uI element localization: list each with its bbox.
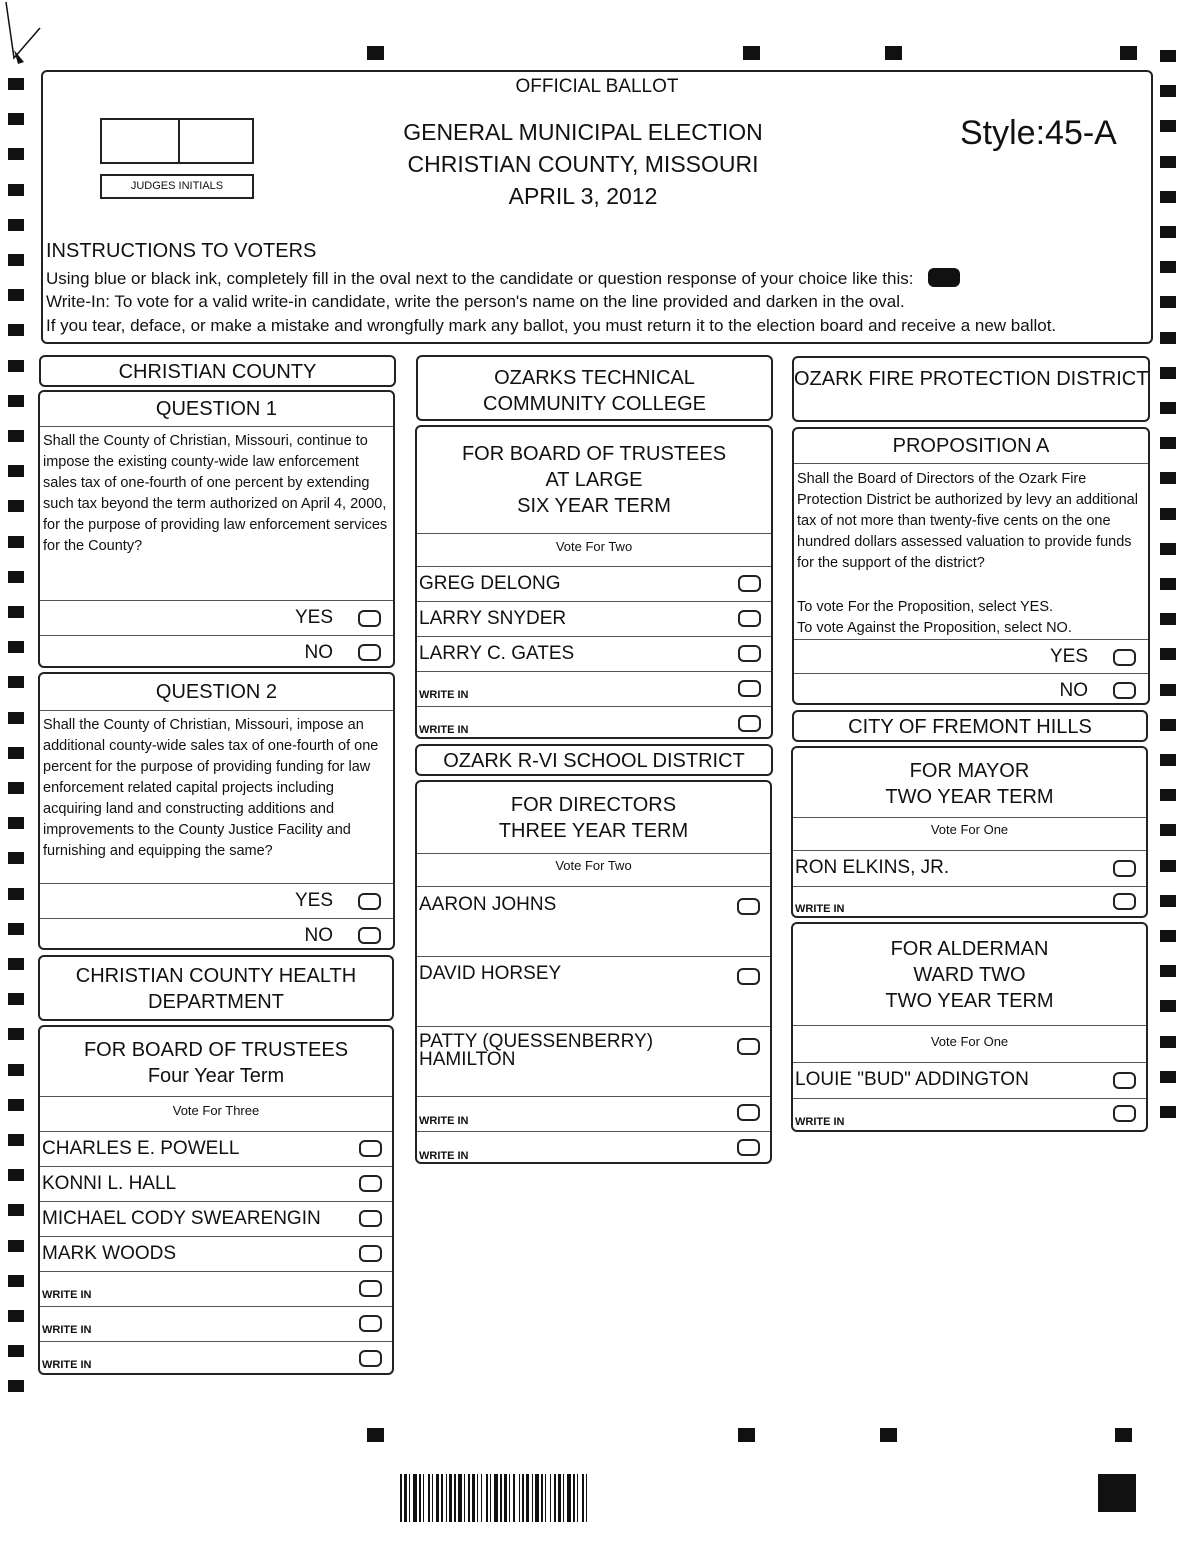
barcode-bar xyxy=(441,1474,443,1522)
timing-mark xyxy=(8,148,24,160)
timing-mark xyxy=(1160,824,1176,836)
write-in-oval[interactable] xyxy=(738,715,761,732)
timing-mark xyxy=(8,641,24,653)
health-race-line-2: Four Year Term xyxy=(147,1065,285,1087)
question-2-text: Shall the County of Christian, Missouri, impose an additional county-wide sales tax of one-fourth of one percent for the purpose of providing funding for law enforcement related capital projects including acquiring land and constructing additions and improvements to the County Justice Facility and furnishing and equipping the same? xyxy=(43,717,379,859)
write-in-row[interactable] xyxy=(793,1098,1146,1132)
ballot-barcode xyxy=(400,1474,810,1522)
write-in-row[interactable] xyxy=(793,886,1146,918)
barcode-bar xyxy=(449,1474,452,1522)
timing-mark xyxy=(8,78,24,90)
proposition-for-note: To vote For the Proposition, select YES. xyxy=(797,599,1054,615)
fremont-hills-heading: CITY OF FREMONT HILLS xyxy=(792,710,1148,742)
yes-label: YES xyxy=(294,607,333,628)
write-in-row[interactable] xyxy=(40,1341,392,1374)
candidate-row[interactable] xyxy=(40,1166,392,1201)
question-1-box xyxy=(38,390,395,668)
alderman-race-title xyxy=(793,924,1146,1026)
timing-mark xyxy=(1160,472,1176,484)
otc-race-line-2: AT LARGE xyxy=(545,469,643,491)
timing-mark xyxy=(8,1310,24,1322)
question-2-yes-option[interactable] xyxy=(40,883,393,918)
school-district-heading: OZARK R-VI SCHOOL DISTRICT xyxy=(415,744,773,776)
barcode-bar xyxy=(519,1474,520,1522)
write-in-label: WRITE IN xyxy=(419,724,469,736)
timing-mark xyxy=(8,1134,24,1146)
candidate-row[interactable] xyxy=(40,1131,392,1166)
timing-mark xyxy=(1160,332,1176,344)
write-in-oval[interactable] xyxy=(1113,893,1136,910)
barcode-bar xyxy=(494,1474,498,1522)
barcode-bar xyxy=(454,1474,456,1522)
timing-mark xyxy=(1160,1036,1176,1048)
write-in-row[interactable] xyxy=(417,706,771,739)
barcode-bar xyxy=(504,1474,507,1522)
candidate-oval[interactable] xyxy=(738,645,761,662)
no-oval[interactable] xyxy=(1113,682,1136,699)
write-in-label: WRITE IN xyxy=(42,1324,92,1336)
barcode-bar xyxy=(458,1474,462,1522)
official-ballot-label: OFFICIAL BALLOT xyxy=(515,76,679,97)
proposition-yes-option[interactable] xyxy=(794,639,1148,673)
instructions-title: INSTRUCTIONS TO VOTERS xyxy=(46,240,317,262)
timing-mark xyxy=(1160,719,1176,731)
candidate-name: MICHAEL CODY SWEARENGIN xyxy=(42,1208,321,1229)
candidate-oval[interactable] xyxy=(359,1210,382,1227)
write-in-row[interactable] xyxy=(417,671,771,706)
timing-mark xyxy=(1160,437,1176,449)
write-in-oval[interactable] xyxy=(359,1315,382,1332)
proposition-a-box xyxy=(792,427,1150,705)
write-in-oval[interactable] xyxy=(359,1350,382,1367)
candidate-oval[interactable] xyxy=(737,1038,760,1055)
timing-mark xyxy=(8,1204,24,1216)
write-in-row[interactable] xyxy=(417,1096,770,1131)
timing-mark xyxy=(1160,367,1176,379)
timing-mark xyxy=(1160,156,1176,168)
candidate-name: GREG DELONG xyxy=(419,573,561,594)
candidate-row[interactable] xyxy=(793,850,1146,886)
candidate-row[interactable] xyxy=(417,886,770,956)
otc-heading xyxy=(416,355,773,421)
no-label: NO xyxy=(304,925,333,946)
no-oval[interactable] xyxy=(358,644,381,661)
barcode-bar xyxy=(432,1474,433,1522)
christian-county-heading: CHRISTIAN COUNTY xyxy=(39,355,396,387)
directors-race-line-2: THREE YEAR TERM xyxy=(498,820,689,842)
candidate-name: LARRY C. GATES xyxy=(419,643,575,664)
timing-mark xyxy=(1160,754,1176,766)
proposition-no-option[interactable] xyxy=(794,673,1148,705)
question-1-text: Shall the County of Christian, Missouri, continue to impose the existing county-wide law enforcement sales tax of one-fourth of one percent by extending such tax beyond the term authorized on April 4, 2000, for the purpose of providing law enforcement services for the County? xyxy=(43,433,388,554)
timing-mark xyxy=(8,536,24,548)
candidate-name: LARRY SNYDER xyxy=(419,608,567,629)
candidate-oval[interactable] xyxy=(737,898,760,915)
write-in-label: WRITE IN xyxy=(419,689,469,701)
otc-race-line-3: SIX YEAR TERM xyxy=(517,495,671,517)
timing-mark xyxy=(8,219,24,231)
timing-mark xyxy=(1160,261,1176,273)
timing-mark xyxy=(8,254,24,266)
barcode-bar xyxy=(526,1474,529,1522)
candidate-row[interactable] xyxy=(417,956,770,1026)
barcode-bar xyxy=(464,1474,465,1522)
proposition-a-title: PROPOSITION A xyxy=(794,429,1148,464)
header-box xyxy=(41,70,1153,344)
timing-mark xyxy=(8,923,24,935)
election-date: APRIL 3, 2012 xyxy=(508,183,658,209)
candidate-row[interactable] xyxy=(417,566,771,601)
barcode-bar xyxy=(582,1474,584,1522)
health-title-line-2: DEPARTMENT xyxy=(148,991,284,1013)
health-title-line-1: CHRISTIAN COUNTY HEALTH xyxy=(75,965,357,987)
timing-mark xyxy=(8,1240,24,1252)
question-1-title: QUESTION 1 xyxy=(40,392,393,427)
mayor-race-title xyxy=(793,748,1146,818)
candidate-name: KONNI L. HALL xyxy=(42,1173,177,1194)
candidate-oval[interactable] xyxy=(359,1175,382,1192)
timing-mark xyxy=(8,606,24,618)
alderman-race-line-1: FOR ALDERMAN xyxy=(890,938,1049,960)
timing-mark xyxy=(8,852,24,864)
candidate-name: MARK WOODS xyxy=(42,1243,177,1264)
timing-mark xyxy=(1160,85,1176,97)
instructions-line-2: Write-In: To vote for a valid write-in candidate, write the person's name on the line provided and darken in the oval. xyxy=(46,292,905,311)
timing-mark xyxy=(1160,648,1176,660)
candidate-row[interactable] xyxy=(417,601,771,636)
candidate-oval[interactable] xyxy=(737,968,760,985)
write-in-row[interactable] xyxy=(417,1131,770,1164)
barcode-bar xyxy=(446,1474,447,1522)
barcode-bar xyxy=(522,1474,524,1522)
timing-mark xyxy=(1160,226,1176,238)
election-title xyxy=(343,116,823,212)
timing-mark xyxy=(8,395,24,407)
otc-line-1: OZARKS TECHNICAL xyxy=(494,367,695,389)
no-oval[interactable] xyxy=(358,927,381,944)
scan-stroke xyxy=(0,0,50,70)
barcode-bar xyxy=(554,1474,556,1522)
barcode-bar xyxy=(567,1474,571,1522)
timing-mark xyxy=(8,430,24,442)
health-trustees-race xyxy=(38,1025,394,1375)
barcode-bar xyxy=(586,1474,587,1522)
barcode-bar xyxy=(541,1474,543,1522)
barcode-bar xyxy=(468,1474,470,1522)
barcode-bar xyxy=(419,1474,421,1522)
question-2-no-option[interactable] xyxy=(40,918,393,950)
yes-oval[interactable] xyxy=(358,893,381,910)
health-department-heading xyxy=(38,955,394,1021)
timing-mark xyxy=(8,1028,24,1040)
proposition-against-note: To vote Against the Proposition, select NO. xyxy=(797,620,1072,636)
barcode-bar xyxy=(573,1474,575,1522)
timing-mark xyxy=(1160,120,1176,132)
timing-mark xyxy=(1160,402,1176,414)
barcode-bar xyxy=(563,1474,564,1522)
candidate-row[interactable] xyxy=(417,1026,770,1096)
candidate-row[interactable] xyxy=(40,1201,392,1236)
candidate-name xyxy=(419,1033,653,1069)
health-race-title xyxy=(40,1027,392,1097)
timing-mark xyxy=(1160,613,1176,625)
candidate-name: DAVID HORSEY xyxy=(419,963,562,984)
vote-for-one: Vote For One xyxy=(930,822,1009,837)
directors-race-line-1: FOR DIRECTORS xyxy=(510,794,677,816)
barcode-bar xyxy=(535,1474,539,1522)
barcode-bar xyxy=(423,1474,424,1522)
yes-label: YES xyxy=(294,890,333,911)
timing-mark xyxy=(1160,508,1176,520)
instructions-text-1: Using blue or black ink, completely fill in the oval next to the candidate or question response of your choice like this: xyxy=(46,269,914,288)
otc-race-title xyxy=(417,427,771,534)
mayor-race-line-2: TWO YEAR TERM xyxy=(885,786,1054,808)
barcode-bar xyxy=(477,1474,478,1522)
write-in-row[interactable] xyxy=(40,1271,392,1306)
timing-mark xyxy=(8,360,24,372)
question-1-no-option[interactable] xyxy=(40,635,393,668)
barcode-bar xyxy=(550,1474,551,1522)
timing-mark xyxy=(8,1275,24,1287)
timing-mark xyxy=(1160,1000,1176,1012)
barcode-bar xyxy=(404,1474,407,1522)
candidate-name: RON ELKINS, JR. xyxy=(795,857,950,878)
timing-mark xyxy=(8,1064,24,1076)
filled-oval-example xyxy=(928,268,960,287)
timing-mark xyxy=(1160,50,1176,62)
yes-label: YES xyxy=(1049,646,1088,667)
timing-mark xyxy=(8,1169,24,1181)
election-name: GENERAL MUNICIPAL ELECTION xyxy=(403,119,763,145)
candidate-row[interactable] xyxy=(40,1236,392,1271)
alderman-race xyxy=(791,922,1148,1132)
timing-mark xyxy=(8,1380,24,1392)
yes-oval[interactable] xyxy=(358,610,381,627)
candidate-row[interactable] xyxy=(417,636,771,671)
question-2-box xyxy=(38,672,395,950)
barcode-bar xyxy=(490,1474,491,1522)
timing-mark xyxy=(8,993,24,1005)
barcode-bar xyxy=(500,1474,502,1522)
write-in-label: WRITE IN xyxy=(42,1289,92,1301)
timing-mark xyxy=(8,500,24,512)
timing-mark xyxy=(1160,1071,1176,1083)
question-2-title: QUESTION 2 xyxy=(40,674,393,711)
candidate-oval[interactable] xyxy=(738,575,761,592)
barcode-bar xyxy=(513,1474,515,1522)
candidate-row[interactable] xyxy=(793,1062,1146,1098)
candidate-name: LOUIE "BUD" ADDINGTON xyxy=(795,1069,1029,1090)
timing-mark xyxy=(8,289,24,301)
write-in-label: WRITE IN xyxy=(795,1116,845,1128)
write-in-label: WRITE IN xyxy=(42,1359,92,1371)
otc-trustees-race xyxy=(415,425,773,739)
barcode-bar xyxy=(409,1474,410,1522)
write-in-label: WRITE IN xyxy=(419,1150,469,1162)
candidate-oval[interactable] xyxy=(1113,1072,1136,1089)
candidate-name-line-1: PATTY (QUESSENBERRY) xyxy=(419,1031,654,1052)
timing-mark xyxy=(1160,191,1176,203)
yes-oval[interactable] xyxy=(1113,649,1136,666)
mayor-race xyxy=(791,746,1148,918)
write-in-oval[interactable] xyxy=(1113,1105,1136,1122)
timing-mark xyxy=(8,324,24,336)
timing-mark xyxy=(8,888,24,900)
judges-initials-label: JUDGES INITIALS xyxy=(100,174,254,199)
write-in-label: WRITE IN xyxy=(419,1115,469,1127)
timing-mark xyxy=(1160,789,1176,801)
candidate-name-line-2: HAMILTON xyxy=(419,1049,516,1070)
timing-mark xyxy=(1160,895,1176,907)
directors-race xyxy=(415,780,772,1164)
otc-line-2: COMMUNITY COLLEGE xyxy=(483,393,706,415)
candidate-name: AARON JOHNS xyxy=(419,894,557,915)
timing-mark xyxy=(8,958,24,970)
timing-mark xyxy=(8,571,24,583)
barcode-bar xyxy=(532,1474,533,1522)
fire-district-heading: OZARK FIRE PROTECTION DISTRICT xyxy=(792,356,1150,422)
candidate-oval[interactable] xyxy=(738,610,761,627)
candidate-oval[interactable] xyxy=(359,1140,382,1157)
timing-mark xyxy=(1160,860,1176,872)
barcode-bar xyxy=(436,1474,439,1522)
timing-mark xyxy=(1160,930,1176,942)
judges-initials-boxes[interactable] xyxy=(100,118,254,164)
barcode-bar xyxy=(400,1474,402,1522)
instructions-line-1 xyxy=(46,268,960,289)
election-county: CHRISTIAN COUNTY, MISSOURI xyxy=(407,151,759,177)
alderman-race-line-3: TWO YEAR TERM xyxy=(885,990,1054,1012)
barcode-bar xyxy=(509,1474,510,1522)
candidate-oval[interactable] xyxy=(359,1245,382,1262)
barcode-bar xyxy=(428,1474,430,1522)
write-in-oval[interactable] xyxy=(737,1104,760,1121)
write-in-oval[interactable] xyxy=(737,1139,760,1156)
write-in-row[interactable] xyxy=(40,1306,392,1341)
timing-mark xyxy=(1160,543,1176,555)
timing-mark xyxy=(8,465,24,477)
proposition-a-text: Shall the Board of Directors of the Ozark Fire Protection District be authorized by levy an additional tax of not more than twenty-five cents on the one hundred dollars assessed valuation to provide funds for the support of the district? xyxy=(797,471,1138,571)
vote-for-three: Vote For Three xyxy=(172,1103,260,1118)
timing-mark xyxy=(8,817,24,829)
vote-for-two: Vote For Two xyxy=(555,858,632,873)
timing-mark xyxy=(1160,1106,1176,1118)
instructions-line-3: If you tear, deface, or make a mistake and wrongfully mark any ballot, you must return it to the election board and receive a new ballot. xyxy=(46,316,1057,335)
no-label: NO xyxy=(1059,680,1088,701)
timing-mark xyxy=(1160,578,1176,590)
timing-mark xyxy=(8,1345,24,1357)
alderman-race-line-2: WARD TWO xyxy=(913,964,1026,986)
write-in-label: WRITE IN xyxy=(795,903,845,915)
otc-race-line-1: FOR BOARD OF TRUSTEES xyxy=(461,443,727,465)
timing-mark xyxy=(1160,684,1176,696)
timing-mark xyxy=(1160,965,1176,977)
proposition-a-note xyxy=(797,597,1072,639)
barcode-bar xyxy=(486,1474,488,1522)
barcode-bar xyxy=(577,1474,578,1522)
vote-for-two: Vote For Two xyxy=(555,539,633,554)
barcode-bar xyxy=(545,1474,546,1522)
timing-mark xyxy=(8,782,24,794)
no-label: NO xyxy=(304,642,333,663)
write-in-oval[interactable] xyxy=(359,1280,382,1297)
timing-mark xyxy=(8,1099,24,1111)
timing-mark xyxy=(8,676,24,688)
mayor-race-line-1: FOR MAYOR xyxy=(909,760,1030,782)
question-1-yes-option[interactable] xyxy=(40,600,393,635)
timing-mark xyxy=(8,113,24,125)
timing-mark xyxy=(8,184,24,196)
candidate-name: CHARLES E. POWELL xyxy=(42,1138,240,1159)
barcode-bar xyxy=(472,1474,475,1522)
timing-mark xyxy=(8,747,24,759)
vote-for-one: Vote For One xyxy=(930,1034,1009,1049)
health-race-line-1: FOR BOARD OF TRUSTEES xyxy=(83,1039,349,1061)
barcode-bar xyxy=(558,1474,561,1522)
ballot-style: Style:45-A xyxy=(960,114,1117,152)
write-in-oval[interactable] xyxy=(738,680,761,697)
barcode-bar xyxy=(413,1474,417,1522)
timing-mark xyxy=(1160,296,1176,308)
directors-race-title xyxy=(417,782,770,854)
timing-mark xyxy=(8,712,24,724)
barcode-bar xyxy=(481,1474,482,1522)
candidate-oval[interactable] xyxy=(1113,860,1136,877)
